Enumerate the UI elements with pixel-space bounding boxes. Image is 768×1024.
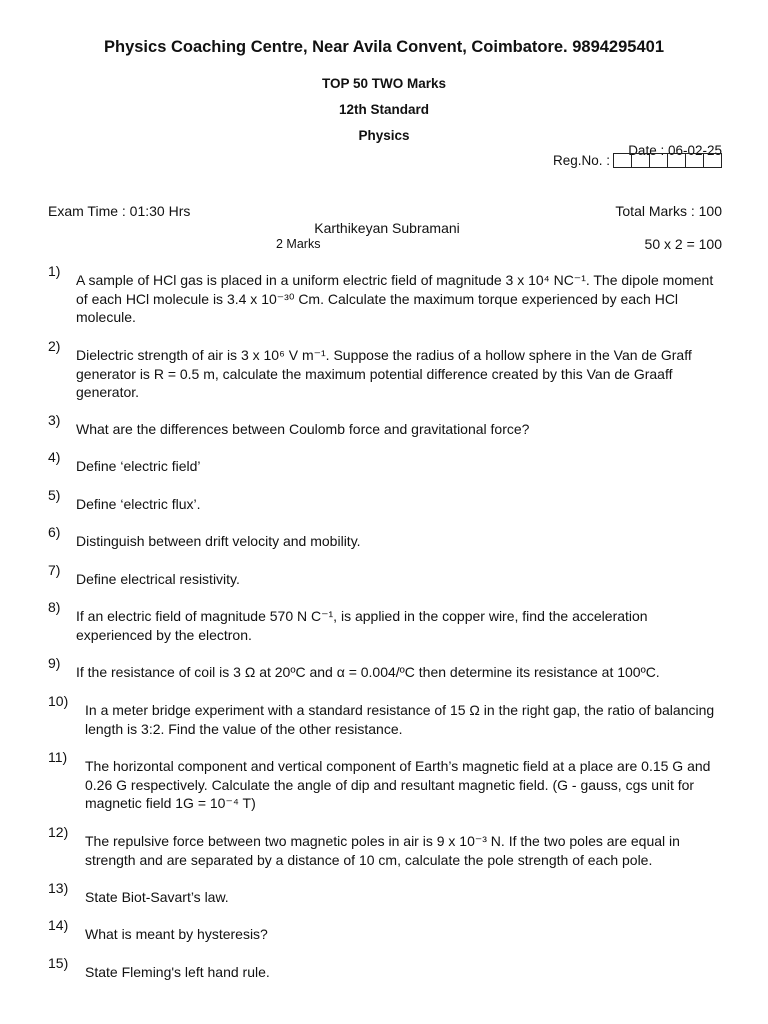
question-number: 4): [48, 449, 61, 465]
question-number: 12): [48, 824, 69, 840]
question-text: The repulsive force between two magnetic poles in air is 9 x 10⁻³ N. If the two poles are equal in strength and are separated by a distance of 10 cm, calculate the pole strength of each pole.: [85, 833, 680, 868]
question-number: 7): [48, 562, 61, 578]
question-number: 1): [48, 263, 61, 279]
page-title: Physics Coaching Centre, Near Avila Convent, Coimbatore. 9894295401: [104, 38, 664, 56]
subject-label: Physics: [358, 128, 410, 143]
question-text: A sample of HCl gas is placed in a uniform electric field of magnitude 3 x 10⁴ NC⁻¹. The dipole moment of each HCl molecule is 3.4 x 10⁻³⁰ Cm. Calculate the maximum torque experienced by each HCl molecule.: [76, 272, 714, 325]
author-name: Karthikeyan Subramani: [314, 220, 460, 236]
reg-no-box: [631, 153, 650, 168]
total-marks: Total Marks : 100: [615, 203, 722, 219]
question-text: Define ‘electric flux’.: [76, 496, 201, 512]
question-text: In a meter bridge experiment with a standard resistance of 15 Ω in the right gap, the ratio of balancing length is 3:2. Find the value of the other resistance.: [85, 702, 715, 737]
reg-no-label: Reg.No. :: [552, 153, 610, 168]
section-label: 2 Marks: [276, 237, 321, 251]
question-text: Define electrical resistivity.: [76, 571, 240, 587]
question-text: What is meant by hysteresis?: [85, 926, 268, 942]
question-number: 3): [48, 412, 61, 428]
reg-no-box: [667, 153, 686, 168]
question-text: State Biot-Savart’s law.: [85, 889, 229, 905]
paper-subtitle: TOP 50 TWO Marks: [321, 76, 447, 91]
exam-time: Exam Time : 01:30 Hrs: [48, 203, 191, 219]
question-number: 2): [48, 338, 61, 354]
question-number: 10): [48, 693, 69, 709]
reg-no-box: [685, 153, 704, 168]
standard-label: 12th Standard: [338, 102, 430, 117]
question-text: Distinguish between drift velocity and mobility.: [76, 533, 361, 549]
question-number: 14): [48, 917, 69, 933]
reg-no-box: [649, 153, 668, 168]
question-text: The horizontal component and vertical component of Earth’s magnetic field at a place are 0.15 G and 0.26 G respectively. Calculate the angle of dip and resultant magnetic field. (G - gauss, cgs unit for magnetic field 1G = 10⁻⁴ T): [85, 758, 711, 811]
question-text: Dielectric strength of air is 3 x 10⁶ V m⁻¹. Suppose the radius of a hollow sphere in the Van de Graff generator is R = 0.5 m, calculate the maximum potential difference created by this Van de Graaff generator.: [76, 347, 692, 400]
question-number: 8): [48, 599, 61, 615]
exam-date: Date : 06-02-25: [628, 143, 722, 158]
question-text: If an electric field of magnitude 570 N C⁻¹, is applied in the copper wire, find the acceleration experienced by the electron.: [76, 608, 648, 643]
question-number: 6): [48, 524, 61, 540]
question-text: Define ‘electric field’: [76, 458, 201, 474]
marks-calculation: 50 x 2 = 100: [644, 236, 722, 252]
question-number: 11): [48, 749, 68, 765]
question-number: 5): [48, 487, 61, 503]
reg-no-box: [703, 153, 722, 168]
question-number: 13): [48, 880, 69, 896]
reg-no-box: [613, 153, 632, 168]
question-text: State Fleming's left hand rule.: [85, 964, 270, 980]
question-text: If the resistance of coil is 3 Ω at 20ºC and α = 0.004/ºC then determine its resistance at 100ºC.: [76, 664, 660, 680]
question-number: 9): [48, 655, 61, 671]
reg-no-field: [553, 153, 722, 168]
question-number: 15): [48, 955, 69, 971]
question-text: What are the differences between Coulomb force and gravitational force?: [76, 421, 530, 437]
